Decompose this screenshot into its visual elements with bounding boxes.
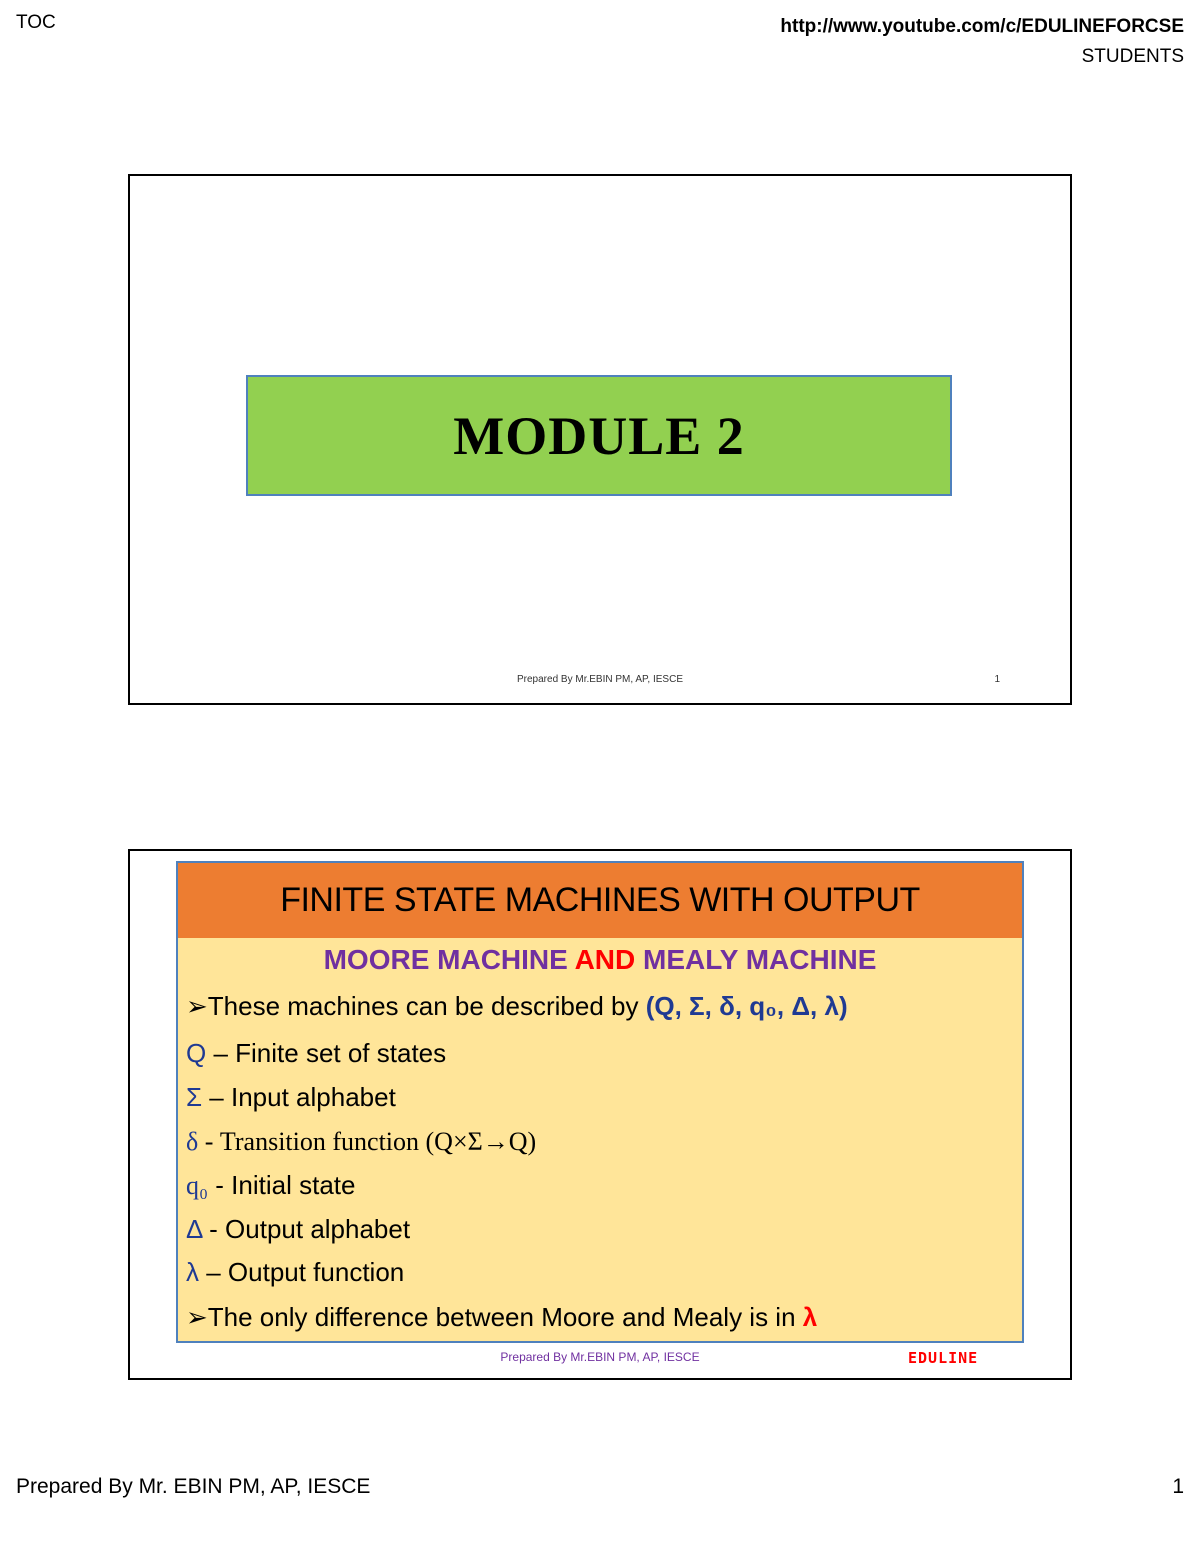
slide-2-footer: Prepared By Mr.EBIN PM, AP, IESCE	[500, 1350, 700, 1364]
outro-lambda: λ	[802, 1302, 818, 1332]
item-symbol: q₀	[186, 1171, 209, 1200]
item-symbol: δ	[186, 1127, 199, 1156]
slide-2	[128, 849, 1072, 1380]
subtitle-mealy: MEALY MACHINE	[643, 944, 877, 975]
intro-line	[186, 991, 848, 1022]
header-doc-label: TOC	[16, 12, 56, 33]
page-number: 1	[1172, 1475, 1184, 1498]
slide-1-number: 1	[994, 674, 1000, 685]
module-title: MODULE 2	[453, 405, 745, 466]
item-text: - Transition function (Q×Σ→Q)	[198, 1127, 537, 1156]
outro-line	[186, 1302, 817, 1333]
header-url[interactable]	[780, 12, 1184, 72]
module-title-box	[246, 375, 952, 496]
item-symbol: Σ	[186, 1082, 203, 1112]
item-text: - Initial state	[208, 1170, 356, 1200]
slide-1-footer: Prepared By Mr.EBIN PM, AP, IESCE	[517, 674, 683, 685]
intro-text: ➢These machines can be described by	[186, 991, 646, 1021]
eduline-logo: EDULINE	[908, 1349, 979, 1367]
slide-2-content	[176, 861, 1024, 1343]
item-symbol: Δ	[186, 1214, 202, 1244]
header-url-line1[interactable]: http://www.youtube.com/c/EDULINEFORCSE	[780, 16, 1184, 37]
intro-tuple: (Q, Σ, δ, q₀, Δ, λ)	[645, 991, 848, 1021]
item-text: - Output alphabet	[201, 1214, 411, 1244]
subtitle-and: AND	[574, 944, 636, 975]
slide-2-subtitle	[178, 944, 1022, 980]
header-url-line2: STUDENTS	[1081, 46, 1184, 67]
item-symbol: Q	[186, 1038, 207, 1068]
subtitle-moore: MOORE MACHINE	[323, 944, 568, 975]
slide-2-title: FINITE STATE MACHINES WITH OUTPUT	[178, 863, 1022, 938]
slide-1	[128, 174, 1072, 705]
list-item	[186, 1038, 446, 1069]
list-item	[186, 1126, 536, 1157]
item-text: – Input alphabet	[202, 1082, 396, 1112]
list-item	[186, 1214, 410, 1245]
item-symbol: λ	[186, 1257, 199, 1287]
list-item	[186, 1170, 355, 1201]
list-item	[186, 1257, 404, 1288]
item-text: – Finite set of states	[206, 1038, 447, 1068]
outro-text: ➢The only difference between Moore and Mealy is in	[186, 1302, 803, 1332]
page-footer: Prepared By Mr. EBIN PM, AP, IESCE	[16, 1475, 371, 1498]
item-text: – Output function	[199, 1257, 405, 1287]
list-item	[186, 1082, 396, 1113]
